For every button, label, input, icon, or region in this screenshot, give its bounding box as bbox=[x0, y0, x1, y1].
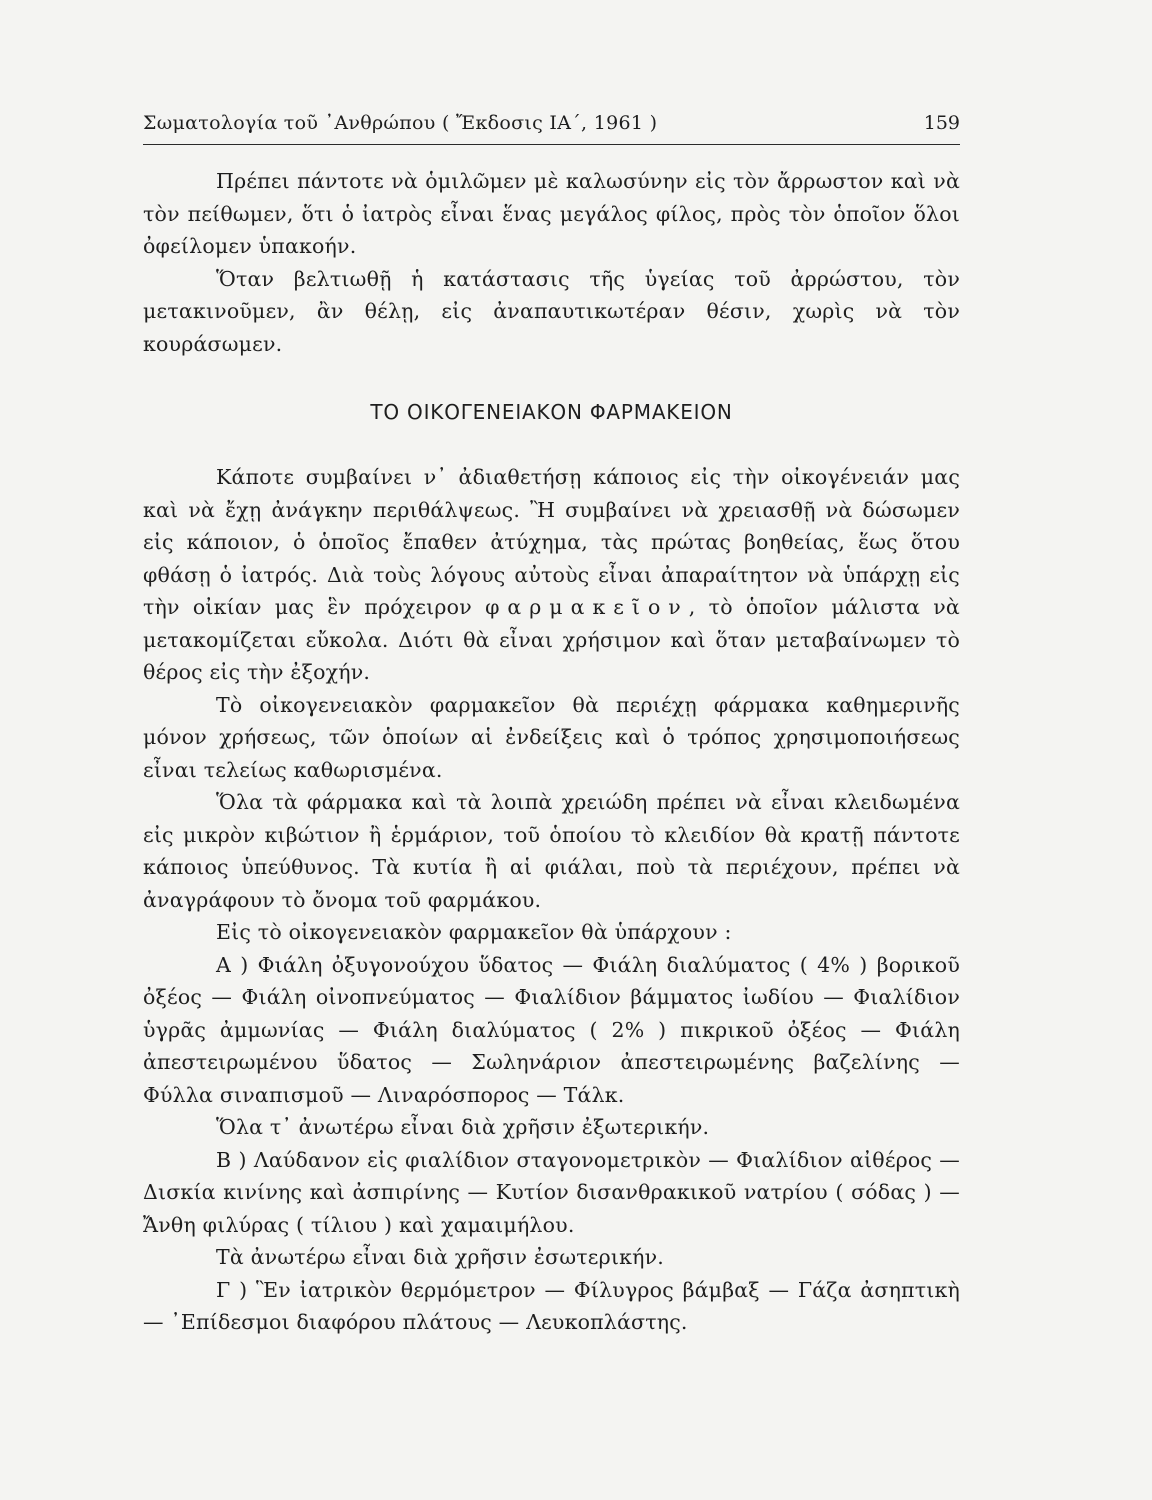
intro-paragraph-1: Πρέπει πάντοτε νὰ ὁμιλῶμεν μὲ καλωσύνην εἰς τὸν ἄρρωστον καὶ νὰ τὸν πείθωμεν, ὅτι ὁ ἰατρὸς εἶναι ἕνας μεγάλος φίλος, πρὸς τὸν ὁποῖον ὅλοι ὀφείλομεν ὑπακοήν. bbox=[143, 169, 960, 258]
intro-paragraph-2: Ὅταν βελτιωθῇ ἡ κατάστασις τῆς ὑγείας τοῦ ἀρρώστου, τὸν μετακινοῦμεν, ἂν θέλῃ, εἰς ἀναπαυτικωτέραν θέσιν, χωρὶς νὰ τὸν κουράσωμεν. bbox=[143, 266, 960, 356]
paragraph-text-start: Κάποτε συμβαίνει ν᾿ ἀδιαθετήσῃ κάποιος εἰς τὴν οἰκογένειάν μας καὶ νὰ ἔχῃ ἀνάγκην περιθάλψεως. Ἢ συμβαίνει νὰ χρειασθῇ νὰ δώσωμεν εἰς κάποιον, ὁ ὁποῖος ἔπαθεν ἀτύχημα, τὰς πρώτας βοηθείας, ἕως ὅτου φθάσῃ ὁ ἰατρός. Διὰ τοὺς λόγους αὐτοὺς εἶναι ἀπαραίτητον νὰ ὑπάρχῃ εἰς τὴν οἰκίαν μας ἓν πρόχειρον bbox=[143, 465, 960, 619]
paragraph-text-end: , τὸ ὁποῖον μάλιστα νὰ μετακομίζεται εὔκολα. Διότι θὰ εἶναι χρήσιμον καὶ ὅταν μεταβαίνωμεν τὸ θέρος εἰς τὴν ἐξοχήν. bbox=[143, 595, 960, 684]
running-title: Σωματολογία τοῦ ᾿Ανθρώπου ( Ἔκδοσις ΙΑ΄, 1961 ) bbox=[143, 112, 658, 134]
list-group-a: Α ) Φιάλη ὀξυγονούχου ὕδατος — Φιάλη διαλύματος ( 4% ) βορικοῦ ὀξέος — Φιάλη οἰνοπνεύματος — Φιαλίδιον βάμματος ἰωδίου — Φιαλίδιον ὑγρᾶς ἀμμωνίας — Φιάλη διαλύματος ( 2% ) πικρικοῦ ὀξέος — Φιάλη ἀπεστειρωμένου ὕδατος — Σωληνάριον ἀπεστειρωμένης βαζελίνης — Φύλλα σιναπισμοῦ — Λιναρόσπορος — Τάλκ. bbox=[143, 952, 960, 1107]
section-paragraph-3: Ὅλα τὰ φάρμακα καὶ τὰ λοιπὰ χρειώδη πρέπει νὰ εἶναι κλειδωμένα εἰς μικρὸν κιβώτιον ἢ ἑρμάριον, τοῦ ὁποίου τὸ κλειδίον θὰ κρατῇ πάντοτε κάποιος ὑπεύθυνος. Τὰ κυτία ἢ αἱ φιάλαι, ποὺ τὰ περιέχουν, πρέπει νὰ ἀναγράφουν τὸ ὄνομα τοῦ φαρμάκου. bbox=[143, 790, 960, 912]
spaced-emphasis-word: φαρμακεῖον bbox=[485, 595, 689, 619]
section-title: ΤΟ ΟΙΚΟΓΕΝΕΙΑΚΟΝ ΦΑΡΜΑΚΕΙΟΝ bbox=[370, 400, 733, 424]
section-paragraph-1 bbox=[143, 461, 960, 689]
page-number: 159 bbox=[923, 112, 960, 134]
note-external-use: Ὅλα τ᾿ ἀνωτέρω εἶναι διὰ χρῆσιν ἐξωτερικήν. bbox=[216, 1115, 710, 1139]
page-body bbox=[143, 165, 960, 1339]
note-internal-use: Τὰ ἀνωτέρω εἶναι διὰ χρῆσιν ἐσωτερικήν. bbox=[216, 1245, 664, 1269]
section-paragraph-2: Τὸ οἰκογενειακὸν φαρμακεῖον θὰ περιέχῃ φάρμακα καθημερινῆς μόνον χρήσεως, τῶν ὁποίων αἱ ἐνδείξεις καὶ ὁ τρόπος χρησιμοποιήσεως εἶναι τελείως καθωρισμένα. bbox=[143, 692, 960, 782]
list-group-b: Β ) Λαύδανον εἰς φιαλίδιον σταγονομετρικὸν — Φιαλίδιον αἰθέρος — Δισκία κινίνης καὶ ἀσπιρίνης — Κυτίον δισανθρακικοῦ νατρίου ( σόδας ) — Ἄνθη φιλύρας ( τίλιου ) καὶ χαμαιμήλου. bbox=[143, 1147, 960, 1237]
running-header bbox=[143, 108, 960, 145]
list-group-c: Γ ) Ἓν ἰατρικὸν θερμόμετρον — Φίλυγρος βάμβαξ — Γάζα ἀσηπτικὴ — ᾿Επίδεσμοι διαφόρου πλάτους — Λευκοπλάστης. bbox=[143, 1277, 960, 1334]
section-paragraph-4: Εἰς τὸ οἰκογενειακὸν φαρμακεῖον θὰ ὑπάρχουν : bbox=[216, 920, 732, 944]
